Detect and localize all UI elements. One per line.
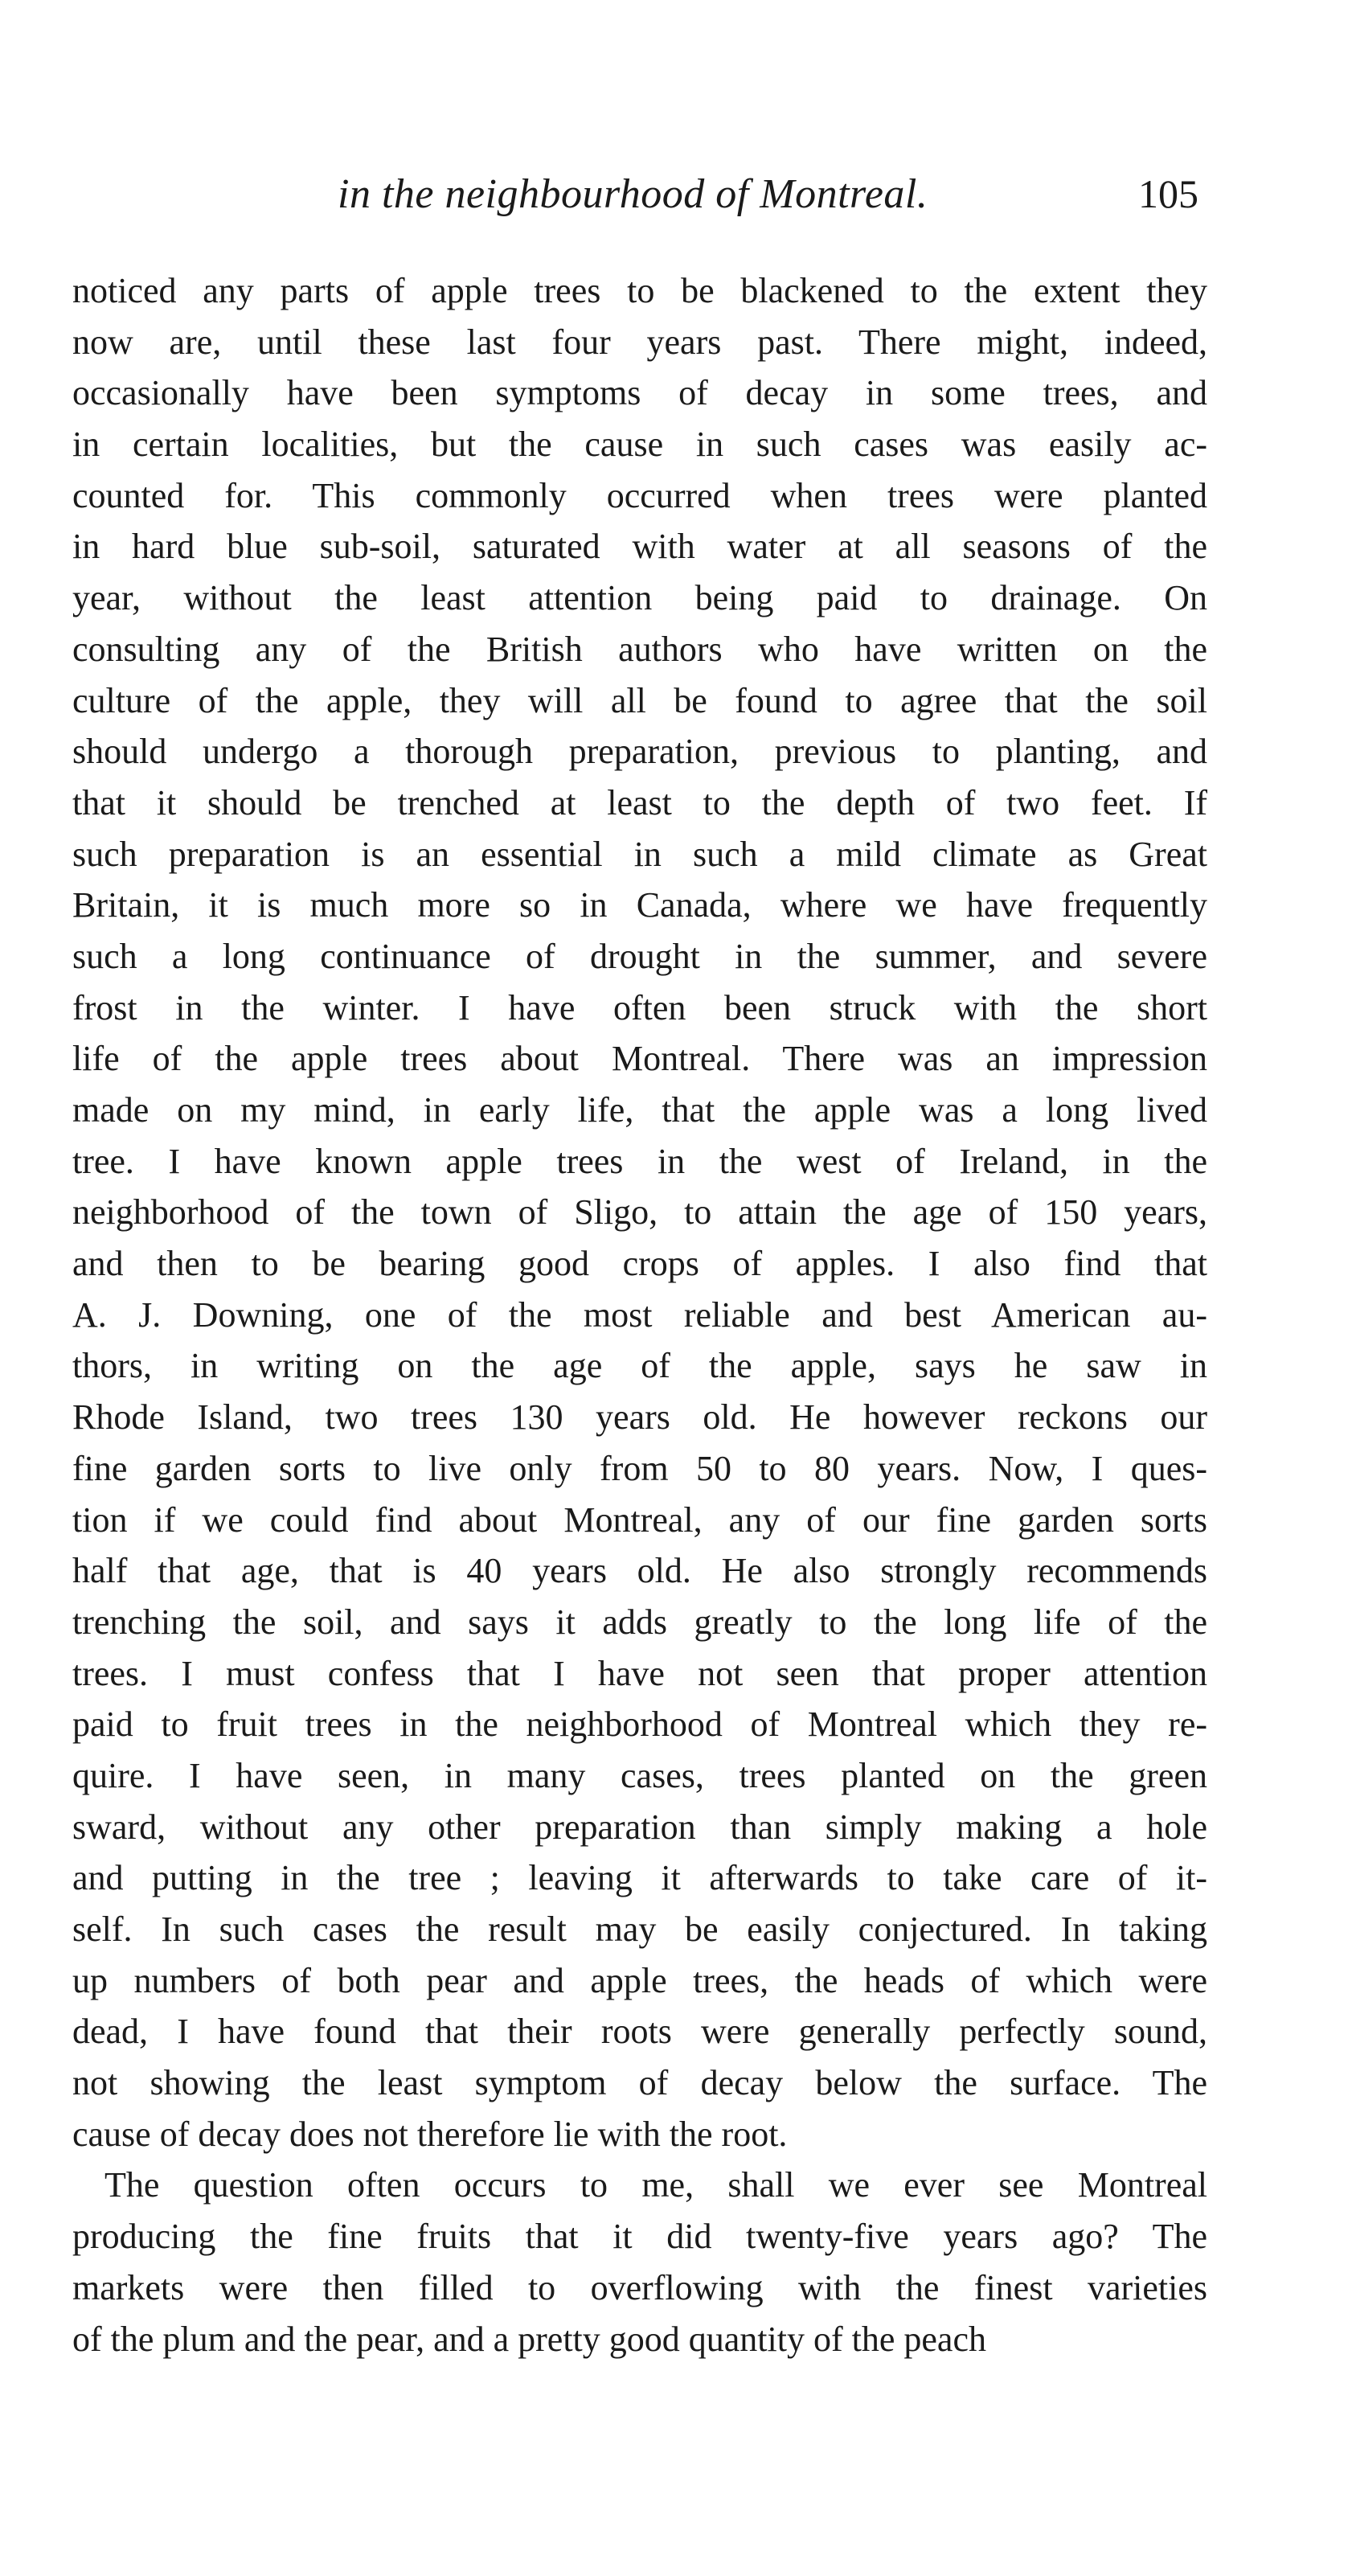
text-line: culture of the apple, they will all be found to agree that the soil	[72, 680, 1207, 720]
text-line: trenching the soil, and says it adds greatly to the long life of the	[72, 1602, 1207, 1642]
text-line: A. J. Downing, one of the most reliable and best American au-	[72, 1294, 1207, 1335]
body-text	[72, 265, 1207, 2365]
text-line: dead, I have found that their roots were generally perfectly sound,	[72, 2012, 1207, 2052]
text-line: not showing the least symptom of decay below the surface. The	[72, 2063, 1207, 2103]
text-line: life of the apple trees about Montreal. There was an impression	[72, 1039, 1207, 1079]
text-line: Rhode Island, two trees 130 years old. He however reckons our	[72, 1397, 1207, 1438]
text-line: frost in the winter. I have often been struck with the short	[72, 987, 1207, 1028]
text-line: self. In such cases the result may be easily conjectured. In taking	[72, 1909, 1207, 1949]
text-line: counted for. This commonly occurred when trees were planted	[72, 475, 1207, 515]
text-line: in certain localities, but the cause in such cases was easily ac-	[72, 425, 1207, 465]
text-line: markets were then filled to overflowing with the finest varieties	[72, 2267, 1207, 2307]
text-line: paid to fruit trees in the neighborhood of Montreal which they re-	[72, 1704, 1207, 1745]
text-line: sward, without any other preparation than simply making a hole	[72, 1807, 1207, 1847]
text-line: such a long continuance of drought in the summer, and severe	[72, 936, 1207, 976]
running-title: in the neighbourhood of Montreal.	[338, 171, 928, 217]
text-line: fine garden sorts to live only from 50 to 80 years. Now, I ques-	[72, 1448, 1207, 1488]
text-line: half that age, that is 40 years old. He also strongly recommends	[72, 1551, 1207, 1591]
text-line: trees. I must confess that I have not seen that proper attention	[72, 1653, 1207, 1693]
page-number: 105	[1138, 171, 1198, 216]
text-line: Britain, it is much more so in Canada, where we have frequently	[72, 885, 1207, 925]
text-line: should undergo a thorough preparation, previous to planting, and	[72, 732, 1207, 772]
text-line: thors, in writing on the age of the apple, says he saw in	[72, 1346, 1207, 1386]
text-line: tree. I have known apple trees in the west of Ireland, in the	[72, 1141, 1207, 1181]
text-line: up numbers of both pear and apple trees, the heads of which were	[72, 1960, 1207, 2000]
text-line: and then to be bearing good crops of apples. I also find that	[72, 1244, 1207, 1284]
text-line: cause of decay does not therefore lie with the root.	[72, 2114, 788, 2154]
text-line: year, without the least attention being paid to drainage. On	[72, 578, 1207, 618]
text-line: noticed any parts of apple trees to be blackened to the extent they	[72, 271, 1207, 310]
text-line: now are, until these last four years past. There might, indeed,	[72, 322, 1207, 362]
text-line: of the plum and the pear, and a pretty good quantity of the peach	[72, 2319, 986, 2359]
paragraph	[72, 2160, 1207, 2365]
text-line: occasionally have been symptoms of decay in some trees, and	[72, 373, 1207, 413]
text-line: and putting in the tree ; leaving it afterwards to take care of it-	[72, 1858, 1207, 1898]
text-line: neighborhood of the town of Sligo, to attain the age of 150 years,	[72, 1192, 1207, 1233]
text-line: such preparation is an essential in such a mild climate as Great	[72, 834, 1207, 874]
text-line: made on my mind, in early life, that the apple was a long lived	[72, 1090, 1207, 1130]
text-line: producing the fine fruits that it did twenty-five years ago? The	[72, 2217, 1207, 2257]
text-line: consulting any of the British authors who have written on the	[72, 629, 1207, 669]
text-line: that it should be trenched at least to the depth of two feet. If	[72, 782, 1207, 822]
text-line: tion if we could find about Montreal, any of our fine garden sorts	[72, 1499, 1207, 1540]
text-line: The question often occurs to me, shall we ever see Montreal	[104, 2165, 1207, 2205]
text-line: in hard blue sub-soil, saturated with water at all seasons of the	[72, 527, 1207, 567]
text-line: quire. I have seen, in many cases, trees planted on the green	[72, 1755, 1207, 1795]
paragraph	[72, 265, 1207, 2160]
page-header	[0, 170, 1352, 227]
